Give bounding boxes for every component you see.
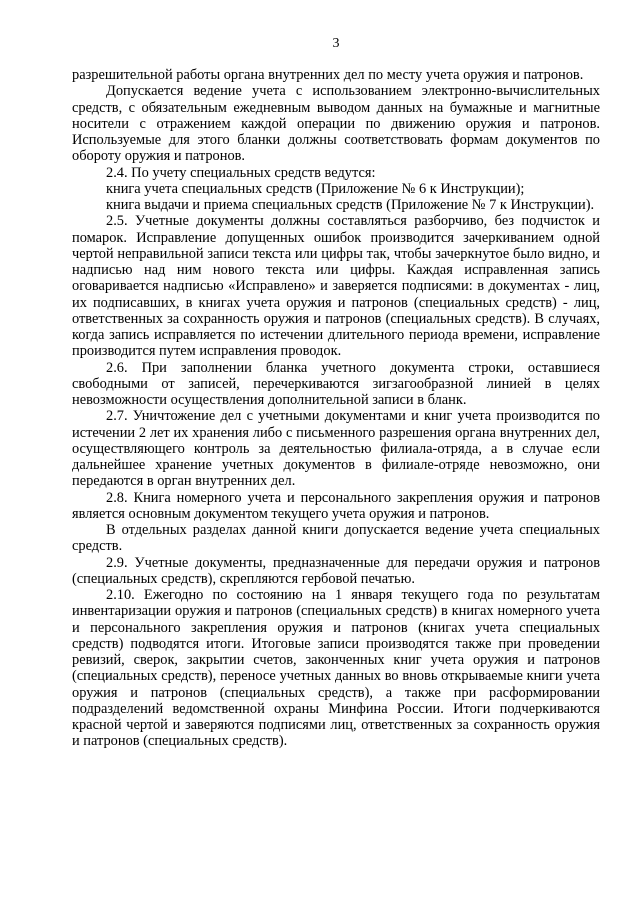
paragraph-2-5: 2.5. Учетные документы должны составляться разборчиво, без подчисток и помарок. Исправление допущенных ошибок производится зачеркиванием одной чертой неправильной записи текста или цифры так, чтобы зачеркнутое было видно, и надписью над ним нового текста или цифры. Каждая исправленная запись оговаривается надписью «Исправлено» и заверяется подписями: в документах - лиц, их подписавших, в книгах учета оружия и патронов (специальных средств) - лиц, ответственных за сохранность оружия и патронов (специальных средств). В случаях, когда запись исправляется по истечении длительного периода времени, исправление производится путем исправления проводок. (72, 213, 600, 360)
document-body (72, 67, 600, 750)
document-page (72, 0, 600, 905)
paragraph-2-10: 2.10. Ежегодно по состоянию на 1 января текущего года по результатам инвентаризации оружия и патронов (специальных средств) в книгах номерного учета и персонального закрепления оружия и патронов (книгах учета специальных средств) подводятся итоги. Итоговые записи производятся также при проведении ревизий, сверок, закрытии счетов, законченных книг учета оружия и патронов (специальных средств), переносе учетных данных во вновь открываемые книги учета оружия и патронов (специальных средств), а также при расформировании подразделений ведомственной охраны Минфина России. Итоги подчеркиваются красной чертой и заверяются подписями лиц, ответственных за сохранность оружия и патронов (специальных средств). (72, 587, 600, 750)
paragraph-2-4-book-accounting: книга учета специальных средств (Приложение № 6 к Инструкции); (106, 180, 525, 197)
page-number: 3 (332, 36, 340, 51)
paragraph-2-7: 2.7. Уничтожение дел с учетными документами и книг учета производится по истечении 2 лет их хранения либо с письменного разрешения органа внутренних дел, осуществляющего контроль за деятельностью филиала-отряда, а в случае если дальнейшее хранение учетных документов в филиале-отряде невозможно, они передаются в орган внутренних дел. (72, 408, 600, 490)
paragraph-2-8-continuation: В отдельных разделах данной книги допускается ведение учета специальных средств. (72, 522, 600, 555)
paragraph-computer-accounting: Допускается ведение учета с использованием электронно-вычислительных средств, с обязательным ежедневным выводом данных на бумажные и магнитные носители с отражением каждой операции по движению оружия и патронов. Используемые для этого бланки должны соответствовать формам документов по обороту оружия и патронов. (72, 83, 600, 165)
paragraph-2-4-book-issue: книга выдачи и приема специальных средств (Приложение № 7 к Инструкции). (106, 197, 595, 213)
paragraph-2-4: 2.4. По учету специальных средств ведутся: (106, 164, 376, 181)
paragraph-2-9: 2.9. Учетные документы, предназначенные для передачи оружия и патронов (специальных средств), скрепляются гербовой печатью. (72, 554, 600, 587)
paragraph-2-6: 2.6. При заполнении бланка учетного документа строки, оставшиеся свободными от записей, перечеркиваются зигзагообразной линией в целях невозможности осуществления дополнительной записи в бланк. (72, 359, 600, 408)
paragraph-2-8: 2.8. Книга номерного учета и персонального закрепления оружия и патронов является основным документом текущего учета оружия и патронов. (72, 489, 600, 522)
paragraph-continuation: разрешительной работы органа внутренних дел по месту учета оружия и патронов. (72, 67, 584, 83)
